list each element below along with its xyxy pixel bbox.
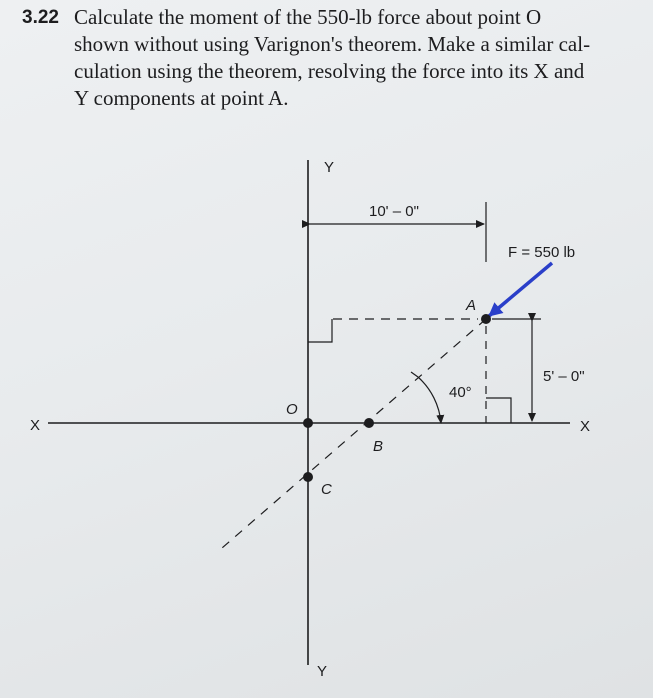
- problem-text-line-1: Calculate the moment of the 550-lb force about point O: [74, 5, 542, 29]
- problem-text-line-3: culation using the theorem, resolving the force into its X and: [74, 59, 585, 83]
- vertical-dimension-label: 5' – 0": [543, 368, 585, 385]
- force-arrow: [489, 263, 552, 316]
- point-b-label: B: [373, 438, 384, 455]
- y-axis-label-bottom: Y: [317, 663, 328, 680]
- y-axis-label-top: Y: [324, 159, 335, 176]
- point-b-dot: [364, 418, 374, 428]
- force-label: F = 550 lb: [508, 244, 576, 261]
- point-o-label: O: [286, 401, 298, 418]
- right-angle-marker-y: [308, 319, 332, 342]
- problem-text-line-2: shown without using Varignon's theorem. Make a similar cal-: [74, 32, 591, 56]
- point-a-label: A: [466, 297, 477, 314]
- angle-arc-tail: [411, 372, 418, 377]
- line-of-action: [222, 319, 486, 548]
- point-c-dot: [303, 472, 313, 482]
- angle-arc: [418, 377, 441, 423]
- problem-number: 3.22: [22, 7, 59, 28]
- point-o-dot: [303, 418, 313, 428]
- x-axis-label-left: X: [30, 417, 41, 434]
- x-axis-label-right: X: [580, 418, 591, 435]
- angle-label: 40°: [449, 384, 472, 401]
- horizontal-dimension-label: 10' – 0": [369, 203, 419, 220]
- point-a-dot: [481, 314, 491, 324]
- point-c-label: C: [321, 481, 332, 498]
- problem-text-line-4: Y components at point A.: [74, 86, 289, 110]
- right-angle-marker-x: [486, 398, 511, 423]
